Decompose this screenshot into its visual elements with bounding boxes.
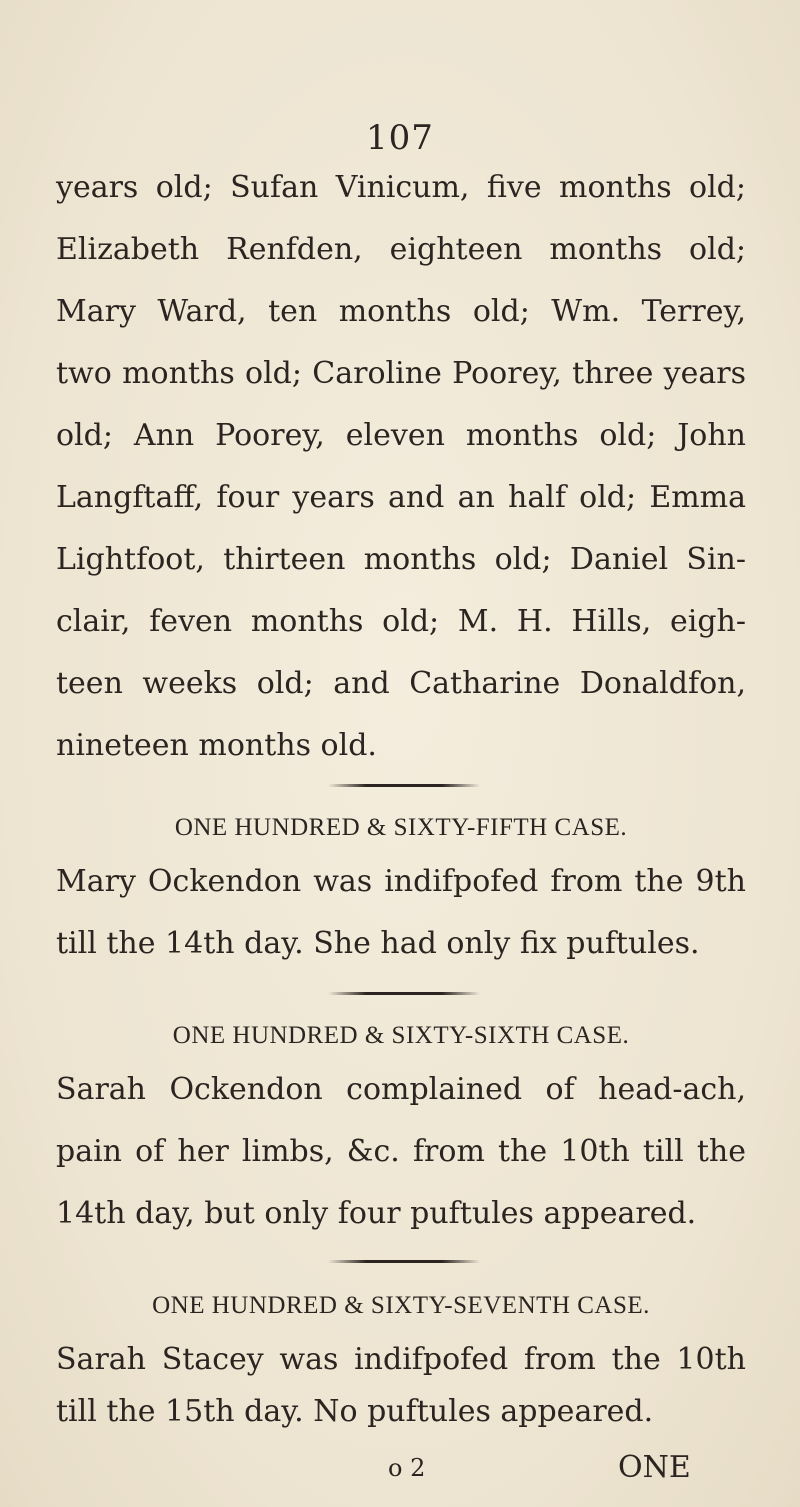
- text-line: Sarah Stacey was indifpofed from the 10th: [56, 1342, 746, 1377]
- text-line: Mary Ockendon was indifpofed from the 9th: [56, 864, 746, 899]
- section-divider: [328, 992, 480, 995]
- text-line: pain of her limbs, &c. from the 10th till the: [56, 1134, 746, 1169]
- text-line: till the 15th day. No puftules appeared.: [56, 1394, 654, 1429]
- text-line: two months old; Caroline Poorey, three years: [56, 356, 746, 391]
- case-heading-167: ONE HUNDRED & SIXTY-SEVENTH CASE.: [152, 1292, 650, 1319]
- case-heading-166: ONE HUNDRED & SIXTY-SIXTH CASE.: [172, 1022, 630, 1049]
- text-line: nineteen months old.: [56, 728, 377, 763]
- section-divider: [328, 784, 480, 787]
- text-line: 14th day, but only four puftules appeared.: [56, 1196, 697, 1231]
- text-line: clair, feven months old; M. H. Hills, eigh-: [56, 604, 746, 639]
- text-line: Sarah Ockendon complained of head-ach,: [56, 1072, 746, 1107]
- section-divider: [328, 1260, 480, 1263]
- text-line: Elizabeth Renfden, eighteen months old;: [56, 232, 746, 267]
- signature-mark: o 2: [388, 1454, 426, 1482]
- text-line: years old; Sufan Vinicum, five months old;: [56, 170, 746, 205]
- text-line: old; Ann Poorey, eleven months old; John: [56, 418, 746, 453]
- page-number: 107: [366, 118, 434, 158]
- text-line: Lightfoot, thirteen months old; Daniel Sin-: [56, 542, 746, 577]
- text-line: Langftaff, four years and an half old; Emma: [56, 480, 746, 515]
- text-line: Mary Ward, ten months old; Wm. Terrey,: [56, 294, 746, 329]
- text-line: till the 14th day. She had only fix puftules.: [56, 926, 700, 961]
- page-footer: [0, 1448, 800, 1488]
- case-heading-165: ONE HUNDRED & SIXTY-FIFTH CASE.: [174, 814, 628, 841]
- text-line: teen weeks old; and Catharine Donaldfon,: [56, 666, 746, 701]
- catchword: ONE: [618, 1450, 691, 1485]
